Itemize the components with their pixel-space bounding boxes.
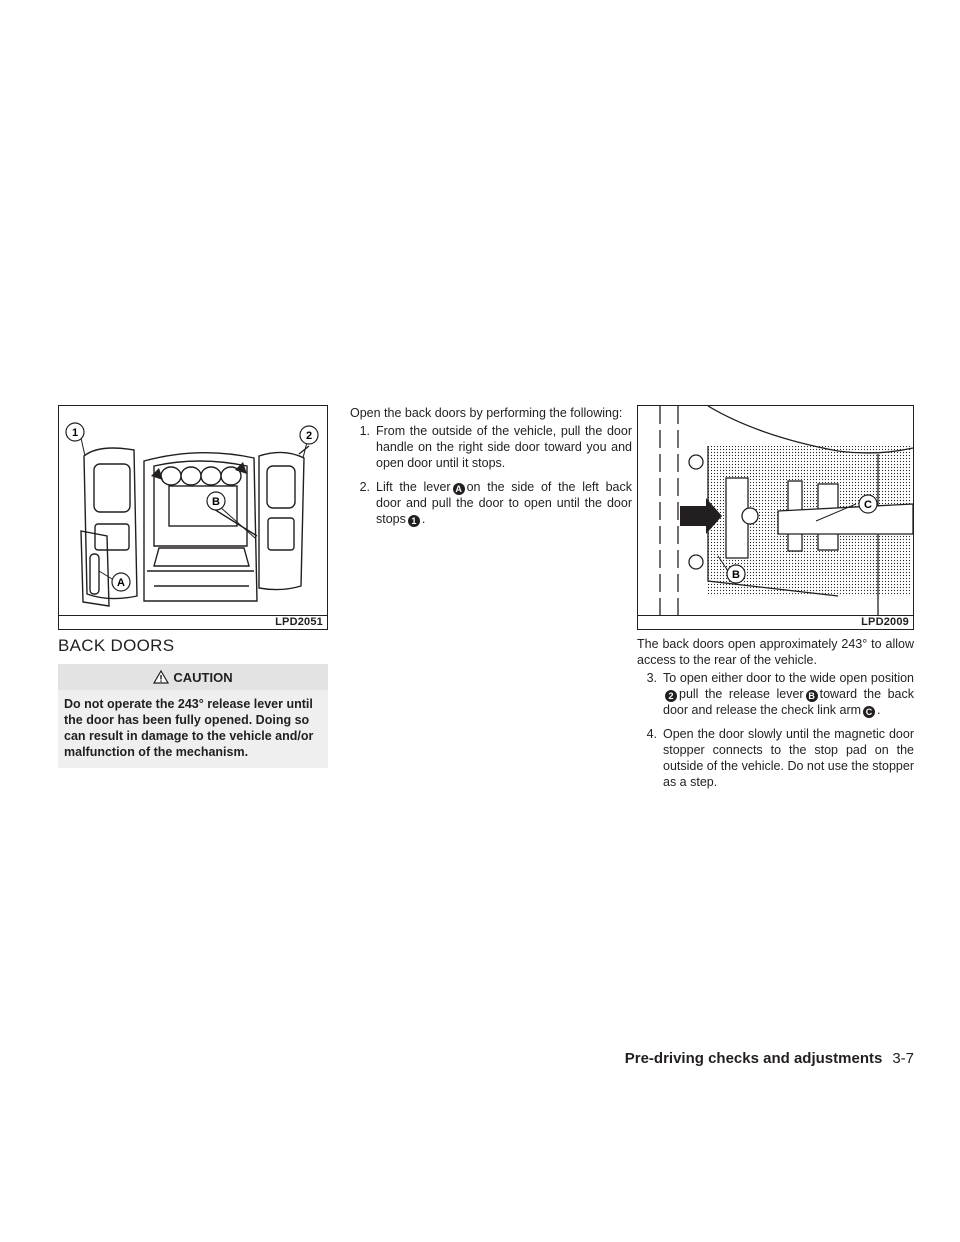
step-2 — [350, 479, 632, 527]
intro-paragraph: Open the back doors by performing the following: — [350, 406, 623, 420]
caution-box — [58, 664, 328, 768]
callout-1: 1 — [71, 427, 79, 439]
step-3 — [637, 670, 914, 718]
step-number: 1. — [359, 424, 370, 438]
step-text-part: . — [877, 703, 881, 717]
instructions-column — [350, 405, 632, 527]
callout-marker: A — [453, 483, 465, 495]
step-text — [663, 670, 914, 718]
page-number: 3-7 — [892, 1050, 914, 1067]
step-text-part: pull the release lever — [679, 687, 804, 701]
callout-marker: B — [806, 690, 818, 702]
callout-a: A — [117, 577, 125, 589]
callout-b: B — [732, 569, 740, 581]
caution-heading: CAUTION — [173, 669, 233, 685]
callout-marker: C — [863, 706, 875, 718]
caution-header — [58, 664, 328, 690]
step-text: Open the door slowly until the magnetic door stopper connects to the stop pad on the outside of the vehicle. Do not use the stopper as a step. — [663, 727, 914, 789]
step-text-part: Lift the lever — [376, 480, 451, 494]
footer-section-title: Pre-driving checks and adjustments — [624, 1050, 883, 1067]
step-text-part: To open either door to the wide open position — [663, 671, 914, 685]
callout-marker: 2 — [665, 690, 677, 702]
col3-intro-paragraph: The back doors open approximately 243° to allow access to the rear of the vehicle. — [637, 637, 914, 667]
step-1 — [350, 423, 632, 471]
step-text-part: toward the back door and release the check link arm — [663, 687, 914, 717]
step-text — [376, 479, 632, 527]
caution-text: Do not operate the 243° release lever until the door has been fully opened. Doing so can result in damage to the vehicle and/or malfunction of the mechanism. — [58, 690, 328, 768]
step-number: 2. — [359, 480, 370, 494]
step-number: 3. — [646, 671, 657, 685]
step-4 — [637, 726, 914, 790]
step-text: From the outside of the vehicle, pull the door handle on the right side door toward you and open door until it stops. — [376, 424, 632, 470]
section-title: BACK DOORS — [58, 636, 175, 655]
instructions-column-2 — [637, 636, 914, 790]
callout-2: 2 — [305, 430, 313, 442]
callout-marker: 1 — [408, 515, 420, 527]
step-text-part: on the side of the left back door and pull the door to open until the door stops — [376, 480, 632, 526]
warning-icon — [153, 670, 169, 684]
step-number: 4. — [646, 727, 657, 741]
check-link-drawing — [638, 406, 913, 615]
figure1-callouts — [59, 406, 327, 615]
figure-id: LPD2051 — [275, 616, 323, 628]
callout-b: B — [212, 496, 220, 508]
callout-c: C — [864, 499, 872, 511]
back-doors-illustration — [58, 405, 328, 630]
step-text-part: . — [421, 512, 426, 526]
figure-id: LPD2009 — [861, 616, 909, 628]
check-link-illustration — [637, 405, 914, 630]
page-footer — [625, 1050, 914, 1067]
